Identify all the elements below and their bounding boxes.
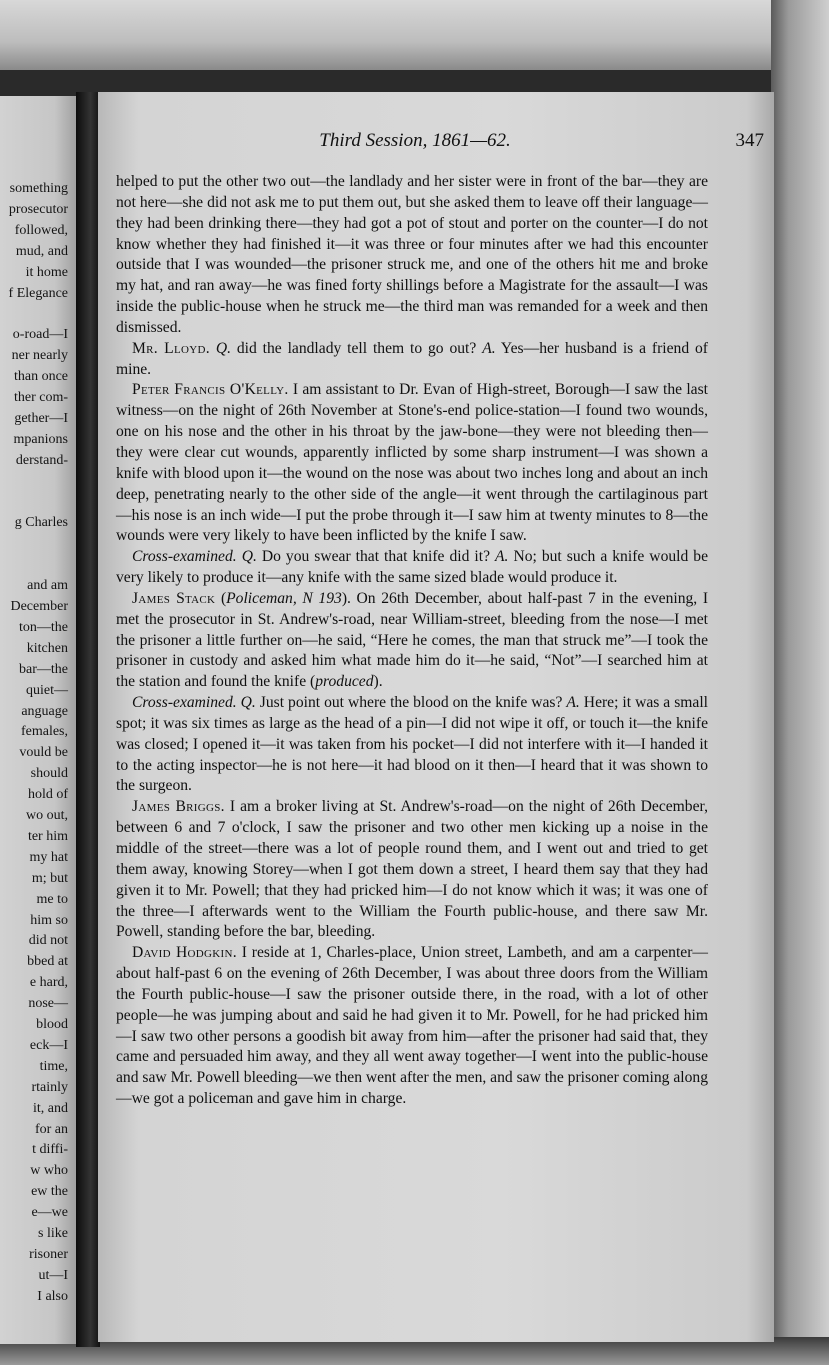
paragraph-text: Yes—her husband is a friend of mine. [116, 339, 708, 378]
left-page-fragment: ut—I [38, 1267, 68, 1283]
paragraph [116, 589, 708, 693]
page-number: 347 [735, 130, 764, 151]
left-page-fragment: ter him [27, 828, 68, 844]
left-page-fragment: anguage [21, 703, 68, 719]
left-page-fragment: I also [37, 1288, 68, 1304]
paragraph-text: ( [215, 589, 227, 607]
speaker-name: David Hodgkin. [132, 944, 237, 962]
left-page-fragment: females, [20, 724, 68, 740]
left-page-edge [0, 96, 78, 1344]
left-page-fragment: followed, [14, 222, 68, 238]
left-page-fragment: it, and [33, 1100, 68, 1116]
paragraph-text: ). [373, 673, 383, 691]
left-page-fragment: should [30, 766, 68, 782]
left-page-fragment: me to [36, 891, 68, 907]
left-page-fragment: than once [13, 369, 68, 385]
left-page-fragment: gether—I [14, 410, 68, 426]
left-page-fragment: g Charles [14, 515, 68, 531]
paragraph-text: Here; it was a small spot; it was six times as large as the head of a pin—I did not wipe it off, or touch it—the knife was closed; I opened it—it was taken from his pocket—I did not interfere with it—I handed it to the acting inspector—he is not here—it had blood on it then—I heard that it was shown to the surgeon. [116, 694, 708, 795]
left-page-fragment: e—we [31, 1205, 68, 1221]
book-gutter [76, 92, 100, 1347]
left-page-fragment: my hat [29, 849, 68, 865]
left-page-fragment: bbed at [27, 954, 68, 970]
left-page-fragment: w who [30, 1163, 68, 1179]
speaker-name: James Stack [132, 589, 216, 607]
left-page-fragment: ther com- [13, 390, 68, 405]
left-page-fragment: mud, and [15, 243, 68, 259]
left-page-fragment: December [10, 599, 68, 614]
left-page-fragment: hold of [27, 787, 68, 803]
left-page-fragment: o-road—I [12, 327, 68, 343]
left-page-fragment: kitchen [26, 640, 68, 656]
left-page-fragment: s like [38, 1226, 68, 1241]
left-page-fragment: vould be [19, 745, 68, 761]
left-page-fragment: ton—the [19, 619, 68, 635]
left-page-fragment: rtainly [31, 1079, 68, 1095]
left-page-fragment: something [9, 181, 68, 196]
left-page-fragment: quiet— [26, 682, 68, 698]
speaker-name: James Briggs. [132, 798, 225, 816]
left-page-fragment: ner nearly [11, 348, 68, 364]
book-page [98, 92, 774, 1342]
paragraph-text: I reside at 1, Charles-place, Union street, Lambeth, and am a carpenter—about half-past 6 on the evening of 26th December, I was about three doors from the William the Fourth public-house—I saw the prisoner outside there, in the road, with a lot of other people—he was jumping about and said he had given it to Mr. Powell, for he had pricked him—I saw two other persons a goodish bit away from him—after the prisoner had said that, they came and persuaded him away, and they all went away together—I went into the public-house and saw Mr. Powell bleeding—we then went after the men, and saw the prisoner coming along—we got a policeman and gave him in charge. [116, 944, 708, 1108]
scan-background-right [771, 0, 829, 1365]
paragraph [116, 797, 708, 943]
italic-text: Q. [215, 339, 231, 357]
italic-text: Policeman, N 193 [226, 589, 342, 607]
left-page-fragment: prosecutor [8, 201, 68, 217]
left-page-fragment: bar—the [19, 661, 68, 677]
italic-text: Q. [240, 694, 256, 712]
running-head-title: Third Session, 1861—62. [319, 130, 511, 151]
italic-text: A. [482, 339, 496, 357]
paragraph [116, 693, 708, 797]
left-page-fragment: for an [34, 1121, 68, 1137]
paragraph [116, 380, 708, 547]
left-page-fragment: mpanions [13, 431, 68, 447]
paragraph [116, 943, 708, 1110]
paragraph-text: did the landlady tell them to go out? [231, 339, 483, 357]
page-body [116, 172, 708, 1110]
paragraph-text: I am assistant to Dr. Evan of High-street, Borough—I saw the last witness—on the night of 26th November at Stone's-end police-station—I found two wounds, one on his nose and the other in his throat by the jaw-bone—they were not bleeding then—they were clear cut wounds, apparently inflicted by some sharp instrument—I was shown a knife with blood upon it—the wound on the nose was about two inches long and about an inch deep, penetrating nearly to the other side of the angle—it went through the cartilaginous part—his nose is an inch wide—I put the probe through it—I saw him at twenty minutes to 8—the wounds were very likely to have been inflicted by the knife I saw. [116, 381, 709, 545]
left-page-fragment: risoner [29, 1246, 68, 1262]
left-page-fragment: derstand- [15, 452, 68, 468]
italic-text: Cross-examined. [132, 548, 237, 566]
paragraph-text: Just point out where the blood on the knife was? [255, 694, 567, 712]
left-page-fragment: did not [28, 933, 68, 949]
left-page-fragment: time, [39, 1058, 68, 1074]
paragraph-text: I am a broker living at St. Andrew's-road—on the night of 26th December, between 6 and 7 o'clock, I saw the prisoner and two other men kicking up a noise in the middle of the street—there was a lot of people round them, and I went out and tried to get them away, knowing Storey—when I got them down a street, I heard them say that they had given it to Mr. Powell; that they had pricked him—I do not know which it was; it was one of the three—I afterwards went to the William the Fourth public-house, and there saw Mr. Powell, standing before the bar, bleeding. [116, 798, 708, 941]
italic-text: Cross-examined. [132, 694, 237, 712]
paragraph-text: Do you swear that that knife did it? [256, 548, 495, 566]
italic-text: produced [315, 673, 374, 691]
left-page-fragment: eck—I [29, 1037, 68, 1053]
left-page-fragment: blood [36, 1017, 68, 1032]
italic-text: A. [566, 694, 580, 712]
left-page-fragment: ew the [31, 1184, 68, 1200]
speaker-name: Peter Francis O'Kelly. [132, 381, 289, 399]
italic-text: Q. [241, 548, 257, 566]
left-page-fragment: e hard, [29, 975, 68, 991]
scan-background-top [0, 0, 829, 70]
left-page-fragment: t diffi- [32, 1142, 68, 1158]
left-page-fragment: and am [27, 578, 68, 594]
left-page-fragment: m; but [31, 870, 68, 886]
left-page-fragment: him so [30, 912, 68, 928]
paragraph-text: No; but such a knife would be very likely to produce it—any knife with the same sized blade would produce it. [116, 548, 709, 587]
paragraph-text: ). On 26th December, about half-past 7 in the evening, I met the prosecutor in St. Andrew's-road, near William-street, bleeding from the nose—I met the prisoner a little further on—he said, “Here he comes, the man that struck me”—I took the prisoner in custody and asked him what made him do it—he said, “Not”—I searched him at the station and found the knife ( [116, 589, 709, 691]
paragraph [116, 172, 708, 339]
running-head [118, 130, 764, 156]
left-page-fragment: wo out, [26, 808, 68, 823]
speaker-name: Mr. Lloyd. [132, 339, 210, 357]
paragraph [116, 547, 708, 589]
left-page-fragment: it home [25, 264, 68, 280]
left-page-fragment: f Elegance [8, 285, 68, 301]
paragraph [116, 339, 708, 381]
left-page-fragment: nose— [28, 996, 68, 1012]
italic-text: A. [495, 548, 509, 566]
paragraph-text: helped to put the other two out—the landlady and her sister were in front of the bar—they are not here—she did not ask me to put them out, but she asked them to leave off their language—they had been drinking there—they had got a pot of stout and porter on the counter—I do not know whether they had finished it—it was three or four minutes after we had this encounter outside that I was wounded—the prisoner struck me, and one of the others hit me and broke my hat, and ran away—he was fined forty shillings before a Magistrate for the assault—I was inside the public-house when he struck me—the third man was remanded for a week and then dismissed. [116, 173, 708, 336]
